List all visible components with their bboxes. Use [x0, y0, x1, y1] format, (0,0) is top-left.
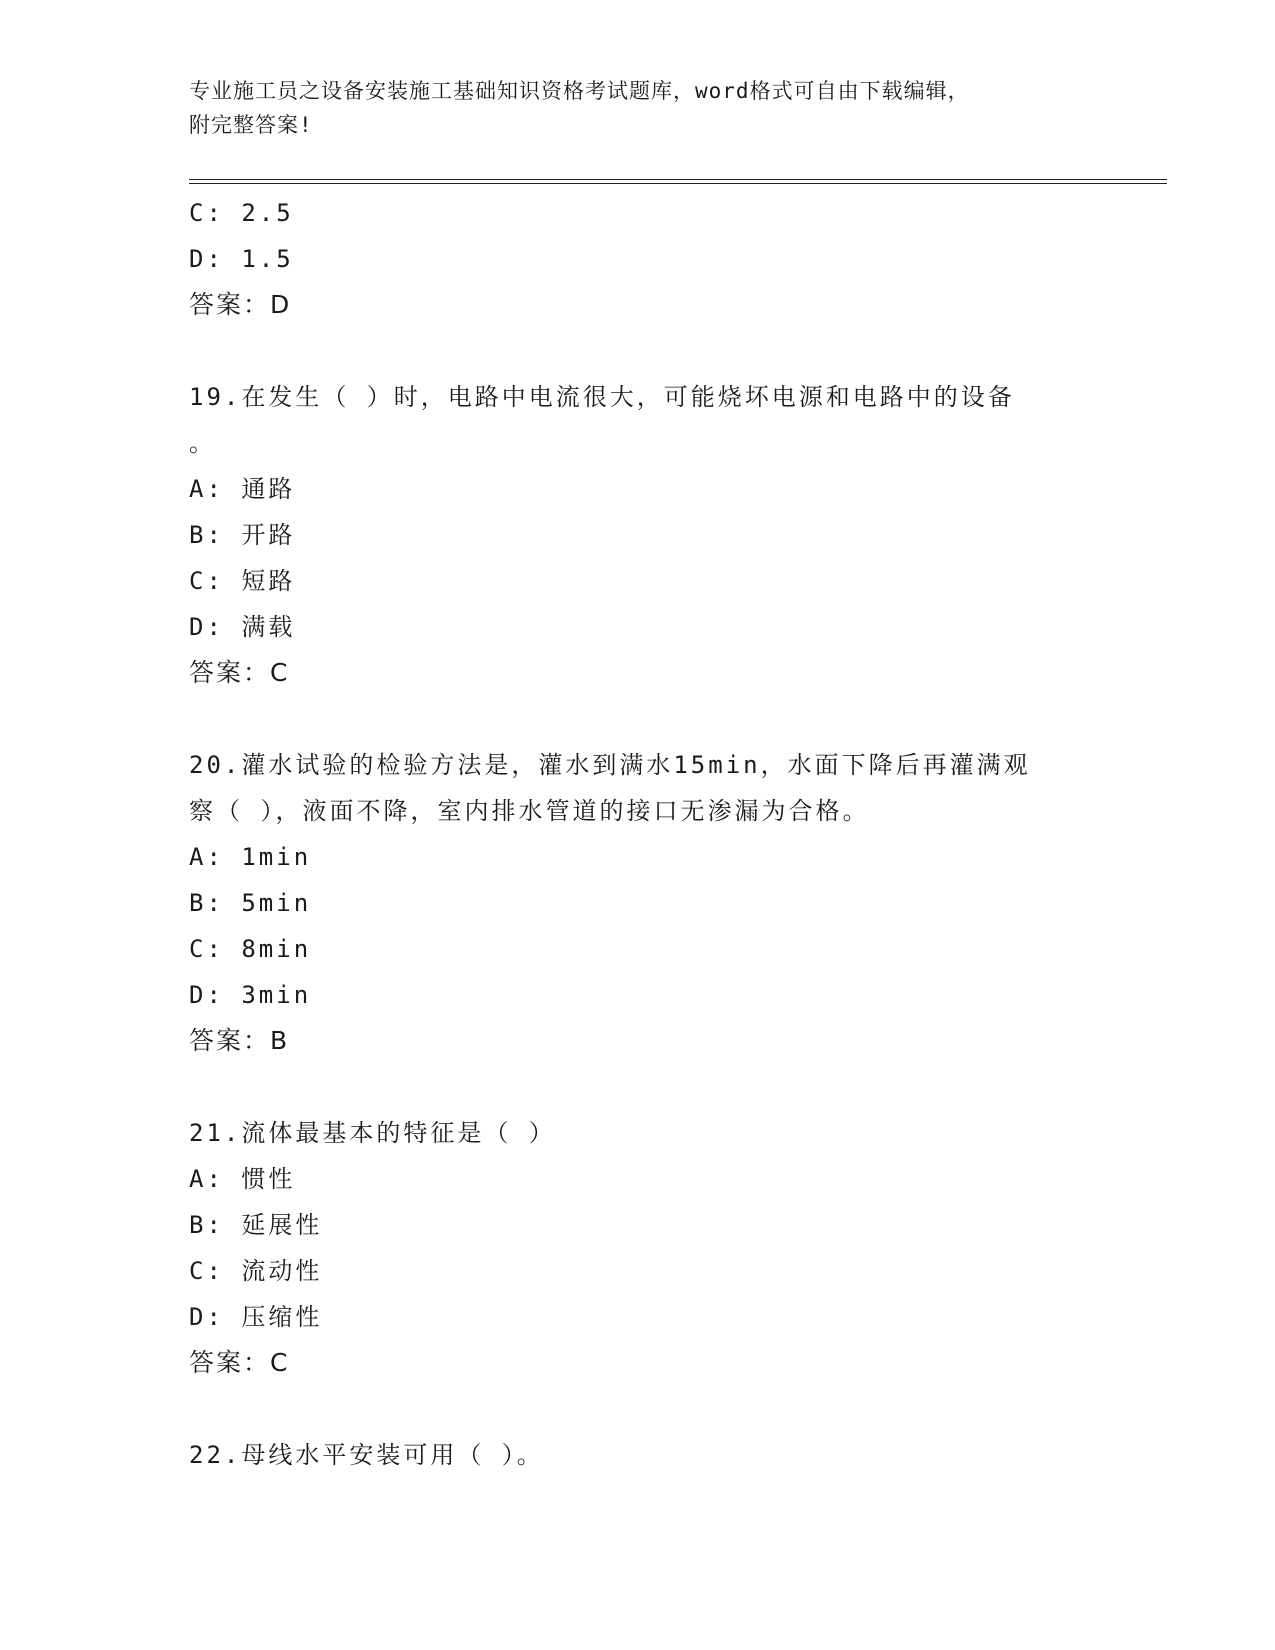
- question-number: 19.: [189, 383, 242, 411]
- question-text: 灌水试验的检验方法是，灌水到满水15min，水面下降后再灌满观: [241, 751, 1031, 779]
- question-block-22: [189, 1432, 1089, 1478]
- question-stem: [189, 742, 1089, 788]
- header-rule-top: [189, 179, 1167, 180]
- question-text: 流体最基本的特征是（ ）: [241, 1119, 556, 1147]
- question-block-prev: [189, 190, 1089, 328]
- option-b: B: 5min: [189, 889, 312, 917]
- option-a: A: 惯性: [189, 1165, 296, 1193]
- answer-line: 答案：C: [189, 1348, 290, 1377]
- header-title-line-2: 附完整答案!: [189, 113, 313, 137]
- option-a: A: 通路: [189, 475, 296, 503]
- header-rule-bottom: [189, 183, 1167, 184]
- option-d: D: 压缩性: [189, 1303, 323, 1331]
- question-number: 21.: [189, 1119, 242, 1147]
- answer-line: 答案：D: [189, 290, 292, 319]
- spacer: [189, 328, 1089, 374]
- option-d: D: 满载: [189, 613, 296, 641]
- question-text-continued: 察（ ），液面不降，室内排水管道的接口无渗漏为合格。: [189, 797, 870, 825]
- question-stem: [189, 1110, 1089, 1156]
- option-d: D: 3min: [189, 981, 312, 1009]
- spacer: [189, 1386, 1089, 1432]
- question-block-21: [189, 1110, 1089, 1386]
- option-d: D: 1.5: [189, 245, 294, 273]
- question-stem: [189, 1432, 1089, 1478]
- spacer: [189, 1064, 1089, 1110]
- option-b: B: 延展性: [189, 1211, 323, 1239]
- answer-line: 答案：B: [189, 1026, 290, 1055]
- question-text: 在发生（ ）时，电路中电流很大，可能烧坏电源和电路中的设备: [241, 383, 1015, 411]
- question-number: 20.: [189, 751, 242, 779]
- question-stem: [189, 374, 1089, 420]
- question-number: 22.: [189, 1441, 242, 1469]
- option-c: C: 短路: [189, 567, 296, 595]
- question-block-20: [189, 742, 1089, 1064]
- document-header: [189, 74, 1089, 142]
- spacer: [189, 696, 1089, 742]
- answer-line: 答案：C: [189, 658, 290, 687]
- question-block-19: [189, 374, 1089, 696]
- option-c: C: 2.5: [189, 199, 294, 227]
- header-title-line-1: 专业施工员之设备安装施工基础知识资格考试题库，word格式可自由下载编辑，: [189, 79, 970, 103]
- option-c: C: 8min: [189, 935, 312, 963]
- question-text-continued: 。: [189, 429, 216, 457]
- question-text: 母线水平安装可用（ ）。: [241, 1441, 544, 1469]
- question-list: [189, 190, 1089, 1478]
- option-b: B: 开路: [189, 521, 296, 549]
- option-a: A: 1min: [189, 843, 312, 871]
- option-c: C: 流动性: [189, 1257, 323, 1285]
